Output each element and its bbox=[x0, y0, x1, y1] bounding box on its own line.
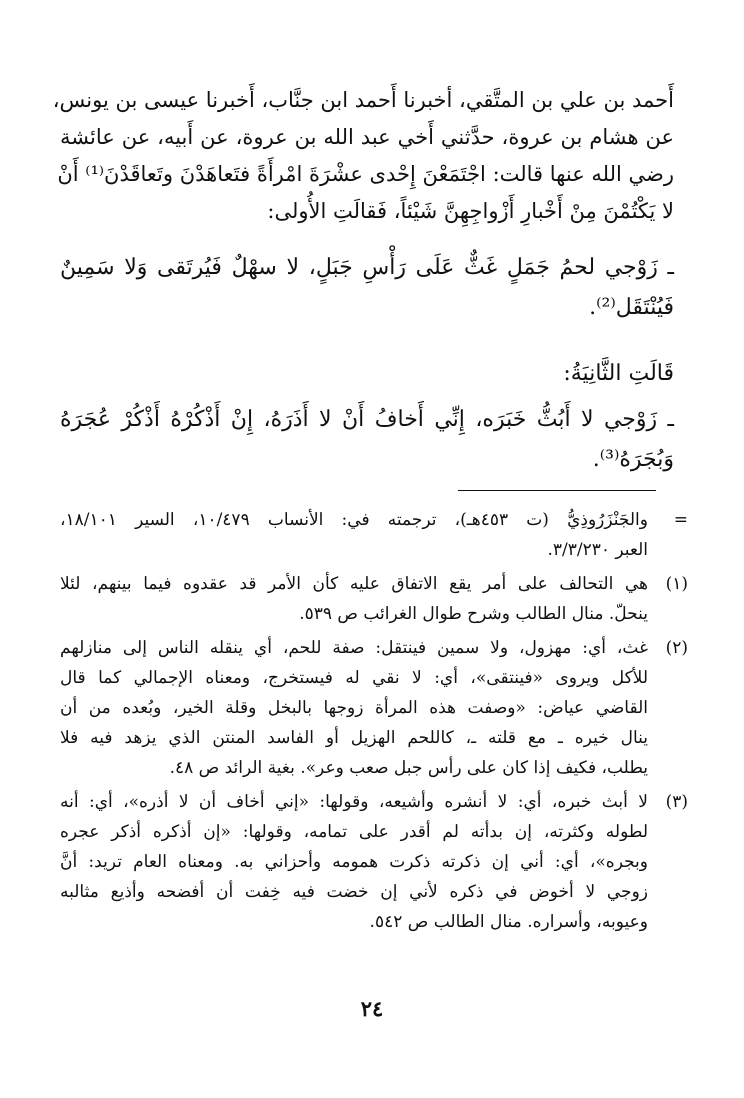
second-wife-heading: قَالَتِ الثَّانِيَةُ: bbox=[563, 361, 674, 386]
footnote-marker: (٣) bbox=[665, 792, 688, 812]
footnote-continued bbox=[60, 505, 688, 565]
footnote-line: هي التحالف على أمر يقع الاتفاق عليه كأن الأمر قد عقدوه فيما بينهم، لئلا bbox=[60, 574, 648, 594]
page-number: ٢٤ bbox=[360, 996, 384, 1021]
text-line: لا يَكْتُمْنَ مِنْ أَخْبارِ أَزْواجِهِنَّ شَيْئاً، فَقالَتِ الأُولى: bbox=[267, 199, 674, 223]
text-line: ـ زَوْجي لا أَبُثُّ خَبَرَه، إِنِّي أَخافُ أَنْ لا أَذَرَهُ، إِنْ أَذْكُرْهُ أَذْكُرْ عُجَرَهُ bbox=[60, 407, 674, 432]
main-text bbox=[52, 82, 674, 480]
footnote-line: زوجي لا أخوض في ذكره لأني إن خضت فيه خِفت أن أفضحه وأذيع مثالبه bbox=[60, 882, 648, 902]
footnote-line: للأكل ويروى «فينتقى»، أي: لا نقي له فيستخرج، ومعناه الإجمالي كما قال bbox=[60, 668, 648, 688]
footnote-line: العبر ٣/٣/٢٣٠. bbox=[547, 540, 648, 560]
isnad-paragraph bbox=[52, 82, 674, 230]
footnote-1 bbox=[60, 569, 688, 629]
footnote-line: غث، أي: مهزول، ولا سمين فينتقل: صفة للحم، أي ينقله الناس إلى منازلهم bbox=[60, 638, 648, 658]
footnote-2 bbox=[60, 633, 688, 783]
footnote-line: وعيوبه، وأسراره. منال الطالب ص ٥٤٢. bbox=[369, 912, 648, 932]
footnote-line: وبجره»، أي: أني إن ذكرته ذكرت همومه وأحزاني به. ومعناه العام تريد: أنَّ bbox=[60, 852, 648, 872]
footnote-line: ينحلّ. منال الطالب وشرح طوال الغرائب ص ٥٣٩. bbox=[299, 604, 648, 624]
text-line: رضي الله عنها قالت: اجْتَمَعْنَ إِحْدى عشْرَةَ امْرأَةً فتَعاهَدْنَ وتَعاقَدْنَ⁽¹⁾ أَنْ bbox=[57, 162, 674, 186]
footnote-line: يطلب، فكيف إذا كان على رأس جبل صعب وعر». بغية الرائد ص ٤٨. bbox=[169, 758, 648, 778]
footnote-line: والجَنْزَرُوذِيُّ (ت ٤٥٣هـ)، ترجمته في: الأنساب ١٠/٤٧٩، السير ١٨/١٠١، bbox=[60, 510, 648, 530]
text-line: فَيُنْتَقَل⁽²⁾. bbox=[589, 295, 674, 320]
text-line: عن هشام بن عروة، حدَّثني أَخي عبد الله بن عروة، عن أَبيه، عن عائشة bbox=[60, 125, 674, 149]
second-wife-statement bbox=[60, 400, 674, 480]
footnote-marker: (٢) bbox=[665, 638, 688, 658]
footnote-line: لا أبث خبره، أي: لا أنشره وأشيعه، وقولها: «إني أخاف أن لا أذره»، أي: أنه bbox=[60, 792, 648, 812]
text-line: ـ زَوْجي لحمُ جَمَلٍ غَثٌّ عَلَى رَأْسِ جَبَلٍ، لا سهْلٌ فَيُرتَقى وَلا سَمِينٌ bbox=[60, 255, 674, 280]
footnote-separator bbox=[458, 490, 656, 491]
footnotes bbox=[60, 505, 688, 941]
text-line: وَبُجَرَهُ⁽³⁾. bbox=[592, 447, 674, 472]
footnote-marker: = bbox=[673, 510, 688, 530]
footnote-line: لطوله وكثرته، إن بدأته لم أقدر على تمامه، وقولها: «إن أذكره أذكر عجره bbox=[60, 822, 648, 842]
footnote-3 bbox=[60, 787, 688, 937]
footnote-marker: (١) bbox=[665, 574, 688, 594]
footnote-line: القاضي عياض: «وصفت هذه المرأة زوجها بالبخل وقلة الخير، وبُعده من أن bbox=[60, 698, 648, 718]
text-line: أَحمد بن علي بن المتَّقي، أخبرنا أَحمد ابن جنَّاب، أَخبرنا عيسى بن يونس، bbox=[52, 88, 674, 112]
first-wife-statement bbox=[60, 248, 674, 328]
footnote-line: ينال خيره ـ مع قلته ـ، كاللحم الهزيل أو الفاسد المنتن الذي يزهد فيه فلا bbox=[60, 728, 648, 748]
